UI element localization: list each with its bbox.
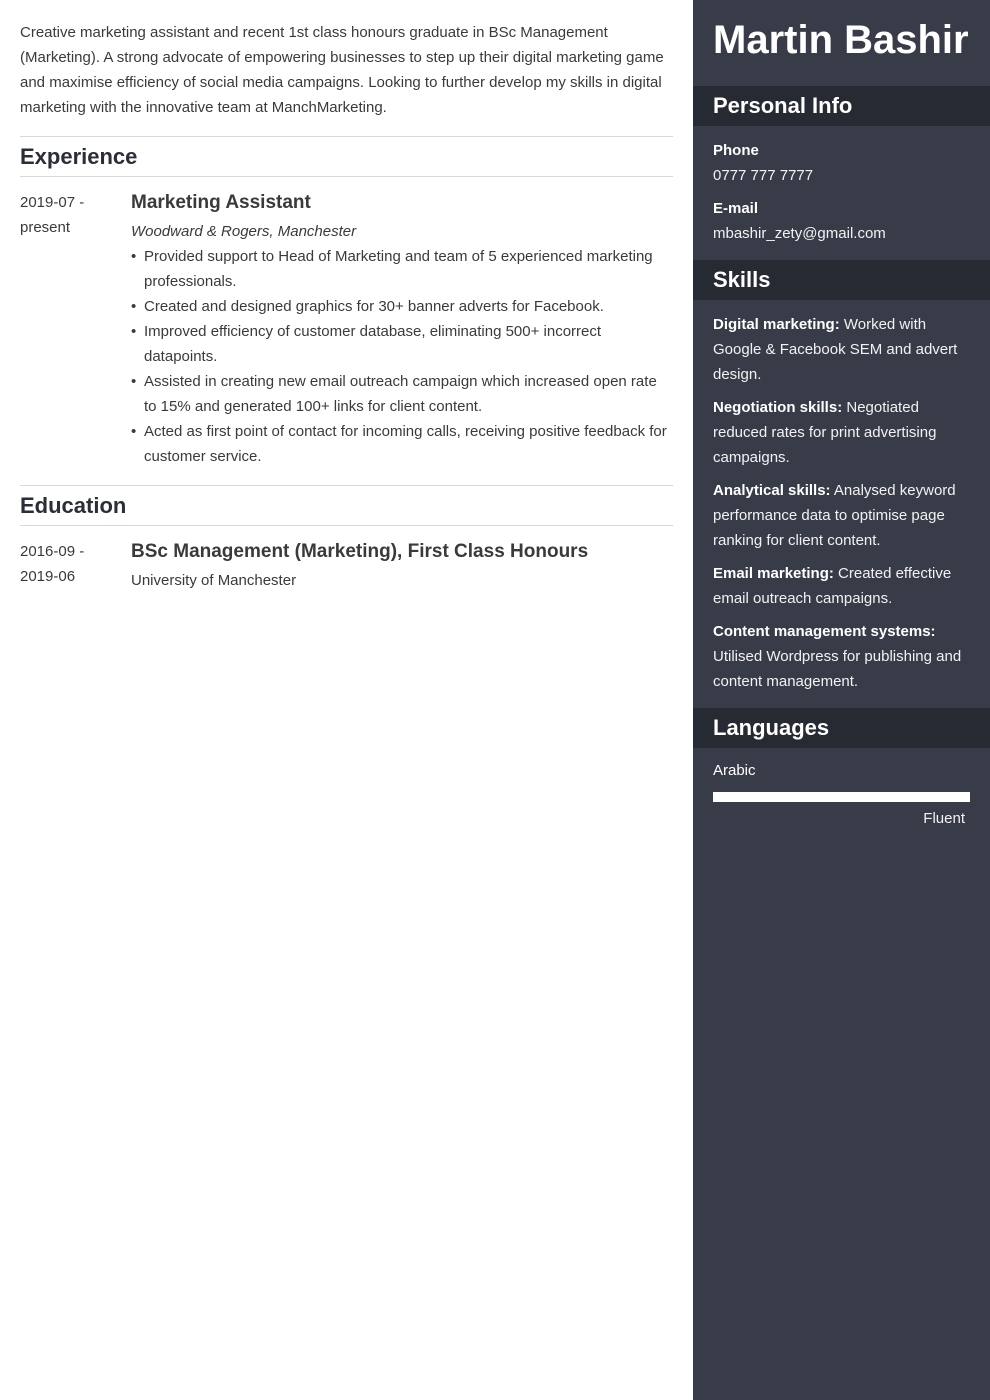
bullet-text: Created and designed graphics for 30+ banner adverts for Facebook.	[144, 298, 604, 315]
experience-dates	[20, 190, 131, 469]
bullet-text: Provided support to Head of Marketing and team of 5 experienced marketing professionals.	[144, 248, 653, 290]
skills-heading: Skills	[693, 260, 990, 300]
skill-item	[713, 619, 970, 694]
education-heading: Education	[20, 485, 673, 526]
phone-value: 0777 777 7777	[713, 167, 814, 184]
school-name: University of Manchester	[131, 572, 297, 589]
company-name: Woodward & Rogers, Manchester	[131, 223, 357, 240]
skill-desc: Negotiated reduced rates for print advertising campaigns.	[713, 399, 937, 466]
skill-name: Content management systems:	[713, 623, 936, 640]
candidate-name: Martin Bashir	[713, 18, 969, 62]
bullet-text: Assisted in creating new email outreach campaign which increased open rate to 15% and generated 100+ links for client content.	[144, 373, 657, 415]
profile-summary: Creative marketing assistant and recent 1st class honours graduate in BSc Management (Marketing). A strong advocate of empowering businesses to step up their digital marketing game and maximise efficiency of social media campaigns. Looking to further develop my skills in digital marketing with the innovative team at ManchMarketing.	[20, 24, 664, 116]
language-proficiency-bar	[713, 792, 970, 802]
bullet-text: Improved efficiency of customer database, eliminating 500+ incorrect datapoints.	[144, 323, 602, 365]
experience-entry	[20, 190, 673, 469]
skill-name: Email marketing:	[713, 565, 834, 582]
bullet-icon: •	[131, 373, 137, 390]
bullet-icon: •	[131, 248, 137, 265]
email-label: E-mail	[713, 200, 759, 217]
skill-item	[713, 561, 970, 611]
skill-desc: Worked with Google & Facebook SEM and advert design.	[713, 316, 958, 383]
phone-label: Phone	[713, 142, 759, 159]
personal-info-heading: Personal Info	[693, 86, 990, 126]
bullet-icon: •	[131, 423, 137, 440]
skill-desc: Analysed keyword performance data to optimise page ranking for client content.	[713, 482, 956, 549]
skill-item	[713, 395, 970, 470]
list-item	[131, 294, 673, 319]
responsibility-list	[131, 244, 673, 469]
date-end: 2019-06	[20, 568, 76, 585]
bullet-text: Acted as first point of contact for incoming calls, receiving positive feedback for customer service.	[144, 423, 667, 465]
list-item	[131, 319, 673, 369]
languages-heading: Languages	[693, 708, 990, 748]
skill-desc: Utilised Wordpress for publishing and content management.	[713, 648, 962, 690]
date-start: 2016-09 -	[20, 543, 85, 560]
skill-item	[713, 478, 970, 553]
language-name: Arabic	[713, 762, 756, 779]
list-item	[131, 419, 673, 469]
skill-name: Negotiation skills:	[713, 399, 843, 416]
date-start: 2019-07 -	[20, 194, 85, 211]
list-item	[131, 244, 673, 294]
language-level: Fluent	[923, 810, 965, 827]
degree-title: BSc Management (Marketing), First Class Honours	[131, 541, 589, 562]
job-title: Marketing Assistant	[131, 192, 311, 213]
experience-heading: Experience	[20, 136, 673, 177]
languages-section	[693, 748, 990, 842]
education-entry	[20, 539, 673, 593]
skill-desc: Created effective email outreach campaigns.	[713, 565, 952, 607]
list-item	[131, 369, 673, 419]
sidebar	[693, 0, 990, 1400]
email-value: mbashir_zety@gmail.com	[713, 225, 886, 242]
bullet-icon: •	[131, 298, 137, 315]
skills-section	[693, 300, 990, 706]
personal-info-section	[693, 126, 990, 258]
skill-name: Analytical skills:	[713, 482, 831, 499]
skill-name: Digital marketing:	[713, 316, 840, 333]
bullet-icon: •	[131, 323, 137, 340]
date-end: present	[20, 219, 71, 236]
skill-item	[713, 312, 970, 387]
education-dates	[20, 539, 131, 593]
